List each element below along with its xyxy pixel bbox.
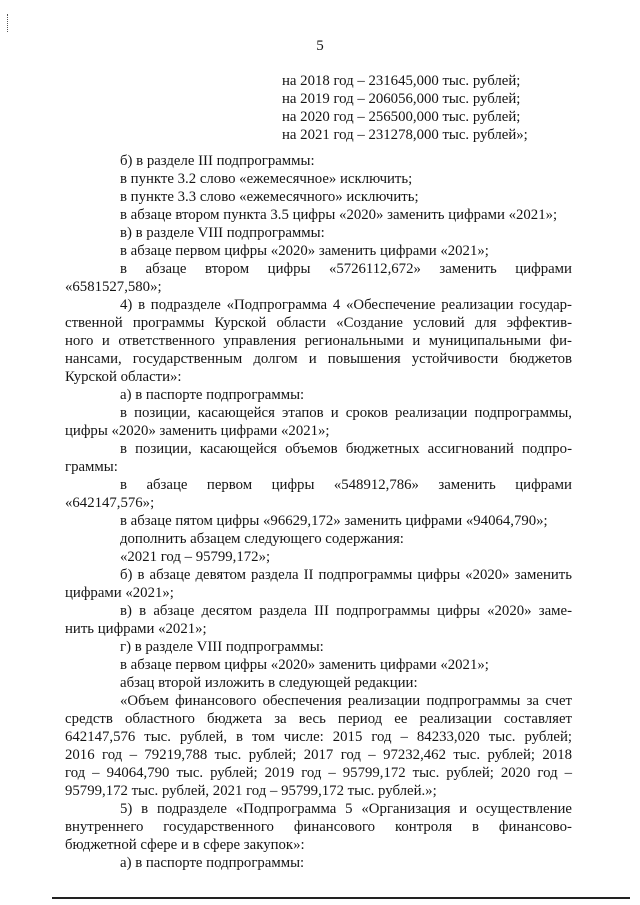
text-line: а) в паспорте подпрограммы: xyxy=(120,855,305,871)
text-line: цифры «2020» заменить цифрами «2021»; xyxy=(65,423,330,439)
text-line: на 2018 год – 231645,000 тыс. рублей; xyxy=(282,73,521,89)
text-word: заменить xyxy=(438,477,496,493)
text-line: нансами, государственным долгом и повышения устойчивости бюджетов xyxy=(65,351,572,367)
text-line: в позиции, касающейся объемов бюджетных ассигнований подпро- xyxy=(120,441,572,457)
text-word: «5726112,672» xyxy=(328,261,421,277)
text-line: г) в разделе VIII подпрограммы: xyxy=(120,639,324,655)
text-word: первом xyxy=(206,477,253,493)
text-word: цифрами xyxy=(515,477,572,493)
margin-mark xyxy=(7,14,8,32)
text-word: «548912,786» xyxy=(333,477,419,493)
text-word: цифры xyxy=(271,477,315,493)
text-word: цифры xyxy=(267,261,311,277)
text-line: 4) в подразделе «Подпрограмма 4 «Обеспечение реализации государ- xyxy=(120,297,572,313)
footer-rule xyxy=(52,897,630,899)
text-line: абзац второй изложить в следующей редакции: xyxy=(120,675,418,691)
text-word: абзаце xyxy=(145,261,187,277)
text-word: заменить xyxy=(439,261,497,277)
text-line: «642147,576»; xyxy=(65,495,155,511)
text-line: на 2021 год – 231278,000 тыс. рублей»; xyxy=(282,127,528,143)
text-line: на 2019 год – 206056,000 тыс. рублей; xyxy=(282,91,521,107)
text-line: дополнить абзацем следующего содержания: xyxy=(120,531,404,547)
text-line: в абзаце втором пункта 3.5 цифры «2020» заменить цифрами «2021»; xyxy=(120,207,558,223)
text-line: в пункте 3.2 слово «ежемесячное» исключить; xyxy=(120,171,413,187)
text-word: абзаце xyxy=(146,477,188,493)
text-line: в абзаце пятом цифры «96629,172» заменить цифрами «94064,790»; xyxy=(120,513,548,529)
text-line: в позиции, касающейся этапов и сроков реализации подпрограммы, xyxy=(120,405,572,421)
text-line: внутреннего государственного финансового контроля в финансово- xyxy=(65,819,572,835)
text-line: б) в абзаце девятом раздела II подпрограммы цифры «2020» заменить xyxy=(120,567,572,583)
text-line: на 2020 год – 256500,000 тыс. рублей; xyxy=(282,109,521,125)
text-line: бюджетной сфере и в сфере закупок»: xyxy=(65,837,305,853)
page-number: 5 xyxy=(316,38,324,54)
text-line: ного и ответственного управления региональными и муниципальными фи- xyxy=(65,333,572,349)
text-line: в абзаце первом цифры «2020» заменить цифрами «2021»; xyxy=(120,243,489,259)
text-line xyxy=(120,260,572,278)
text-word: цифрами xyxy=(515,261,572,277)
text-line: 95799,172 тыс. рублей, 2021 год – 95799,172 тыс. рублей.»; xyxy=(65,783,437,799)
text-line: год – 94064,790 тыс. рублей; 2019 год – 95799,172 тыс. рублей; 2020 год – xyxy=(65,765,572,781)
text-line: ственной программы Курской области «Создание условий для эффектив- xyxy=(65,315,572,331)
text-line: в абзаце первом цифры «2020» заменить цифрами «2021»; xyxy=(120,657,489,673)
text-line: а) в паспорте подпрограммы: xyxy=(120,387,305,403)
text-word: в xyxy=(120,261,127,277)
text-line: цифрами «2021»; xyxy=(65,585,174,601)
text-line: 642147,576 тыс. рублей, в том числе: 2015 год – 84233,020 тыс. рублей; xyxy=(65,729,572,745)
text-line: в) в абзаце десятом раздела III подпрограммы цифры «2020» заме- xyxy=(120,603,572,619)
text-line: средств областного бюджета за весь период ее реализации составляет xyxy=(65,711,572,727)
text-line: 2016 год – 79219,788 тыс. рублей; 2017 год – 97232,462 тыс. рублей; 2018 xyxy=(65,747,572,763)
text-line: «Объем финансового обеспечения реализации подпрограммы за счет xyxy=(120,693,572,709)
text-word: в xyxy=(120,477,127,493)
text-line: нить цифрами «2021»; xyxy=(65,621,207,637)
text-line: Курской области»: xyxy=(65,369,182,385)
text-line: б) в разделе III подпрограммы: xyxy=(120,153,315,169)
text-line: «6581527,580»; xyxy=(65,279,162,295)
text-line: в пункте 3.3 слово «ежемесячного» исключить; xyxy=(120,189,419,205)
text-line: «2021 год – 95799,172»; xyxy=(120,549,271,565)
text-word: втором xyxy=(205,261,250,277)
text-line: 5) в подразделе «Подпрограмма 5 «Организация и осуществление xyxy=(120,801,572,817)
text-line: в) в разделе VIII подпрограммы: xyxy=(120,225,325,241)
text-line xyxy=(120,476,572,494)
text-line: граммы: xyxy=(65,459,118,475)
